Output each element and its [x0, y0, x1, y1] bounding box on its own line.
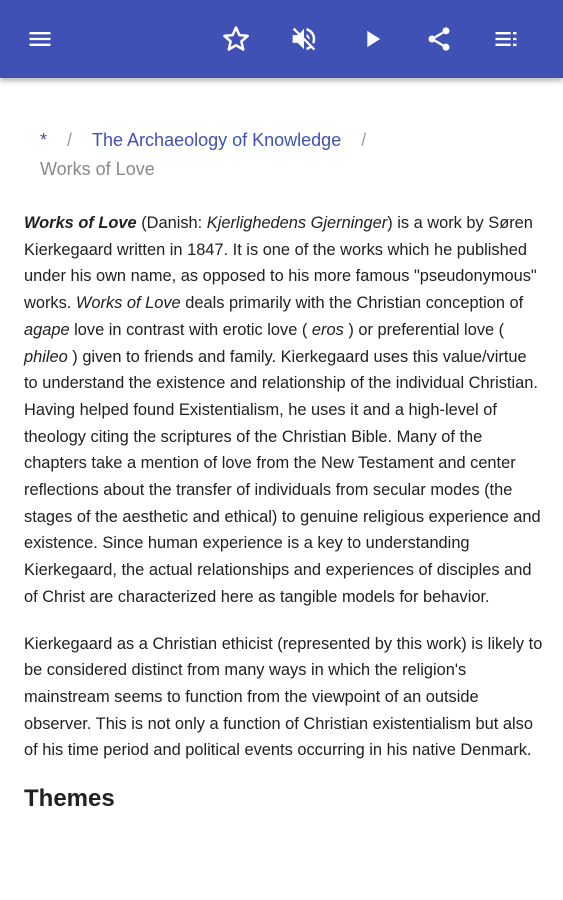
breadcrumb-current: Works of Love — [40, 159, 155, 179]
volume-off-icon — [289, 24, 319, 54]
mute-button[interactable] — [284, 19, 324, 59]
article-body — [24, 210, 544, 814]
contents-button[interactable] — [486, 19, 526, 59]
menu-button[interactable] — [20, 19, 60, 59]
article-title-inline: Works of Love — [24, 214, 137, 232]
breadcrumb-home-link[interactable]: * — [40, 130, 48, 150]
section-heading: Themes — [24, 785, 115, 813]
text-span: ) given to friends and family. Kierkegaard uses this value/virtue to understand the existence and relationship of the individual Christian. Having helped found Existentialism, he uses it and a high-level of theology citing the scriptures of the Christian Bible. Many of the chapters take a mention of love from the New Testament and center reflections about the transfer of individuals from secular modes (the stages of the aesthetic and ethical) to genuine religious experience and existence. Since human experience is a key to understanding Kierkegaard, the actual relationships and experiences of disciples and of Christ are characterized here as tangible models for behavior. — [24, 347, 541, 606]
text-span: (Danish: — [136, 214, 207, 232]
article-paragraph: Kierkegaard as a Christian ethicist (represented by this work) is likely to be considered distinct from many ways in which the religion's mainstream seems to function from the viewpoint of an outside observer. This is not only a function of Christian existentialism but also of his time period and political events occurring in his native Denmark. — [24, 634, 543, 760]
article-content — [0, 78, 563, 900]
play-icon — [358, 25, 386, 53]
text-span: agape — [24, 320, 70, 339]
star-outline-icon — [221, 24, 251, 54]
text-span: love in contrast with erotic love ( — [69, 320, 312, 339]
share-icon — [425, 25, 453, 53]
article-paragraph — [24, 210, 544, 611]
play-button[interactable] — [352, 19, 392, 59]
menu-icon — [26, 25, 54, 53]
text-span: ) is a work by Søren Kierkegaard written in 1847. It is one of the works which he published under his own name, as opposed to his more famous "pseudonymous" works. — [24, 214, 537, 313]
share-button[interactable] — [419, 19, 459, 59]
app-bar — [0, 0, 563, 78]
text-span: eros — [311, 320, 344, 339]
favorite-button[interactable] — [216, 19, 256, 59]
text-span: Works of Love — [75, 294, 181, 313]
playlist-icon — [492, 25, 520, 53]
breadcrumb — [40, 126, 540, 184]
text-span: phileo — [24, 347, 68, 366]
breadcrumb-separator: / — [67, 130, 73, 150]
breadcrumb-separator: / — [361, 130, 367, 150]
text-span: ) or preferential love ( — [343, 320, 505, 339]
text-span: Kjerlighedens Gjerninger — [206, 214, 388, 232]
breadcrumb-parent-link[interactable]: The Archaeology of Knowledge — [92, 130, 342, 150]
text-span: deals primarily with the Christian conception of — [180, 294, 524, 313]
